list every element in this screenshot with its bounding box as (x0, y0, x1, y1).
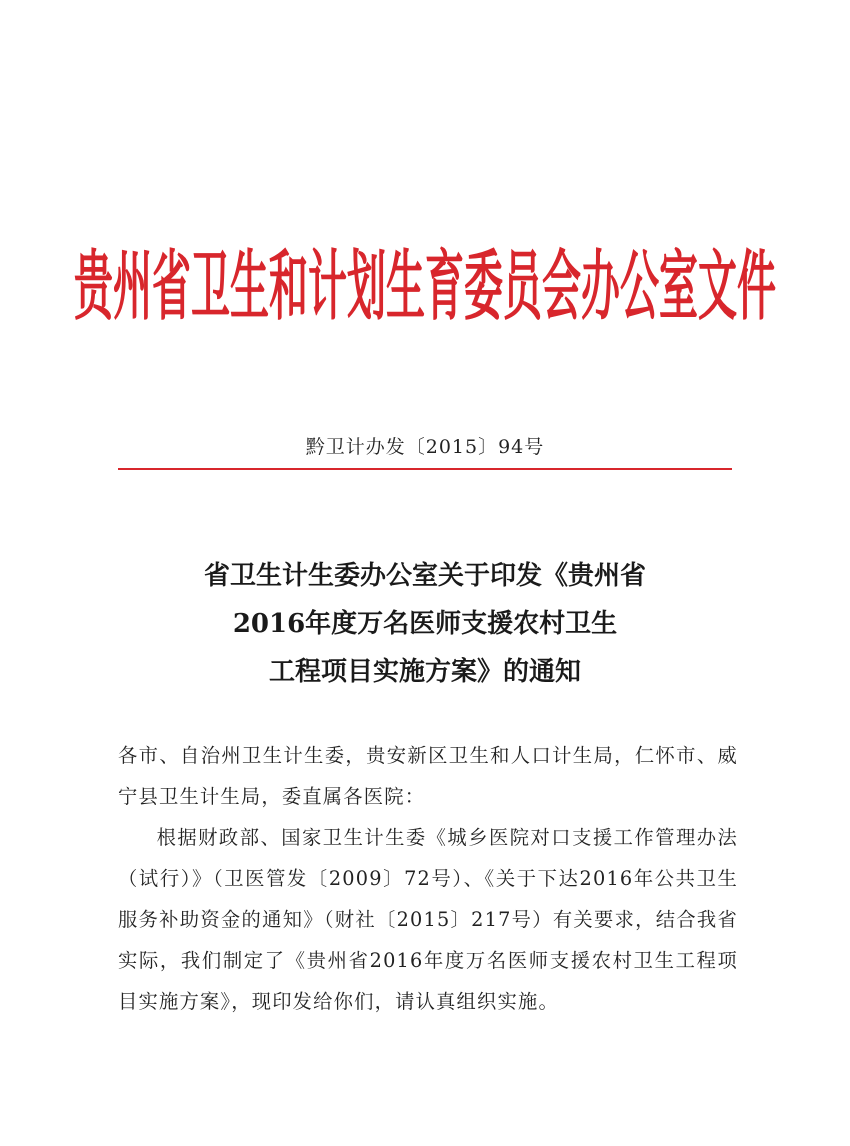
title-line-2: 2016年度万名医师支援农村卫生 (232, 609, 618, 639)
title-line-3: 工程项目实施方案》的通知 (268, 657, 581, 687)
document-number: 黔卫计办发〔2015〕94号 (305, 436, 545, 458)
body-paragraph: 根据财政部、国家卫生计生委《城乡医院对口支援工作管理办法（试行）》（卫医管发〔2009〕72号）、《关于下达2016年公共卫生服务补助资金的通知》（财社〔2015〕217号）有关要求，结合我省实际，我们制定了《贵州省2016年度万名医师支援农村卫生工程项目实施方案》，现印发给你们，请认真组织实施。 (118, 826, 738, 1013)
salutation: 各市、自治州卫生计生委，贵安新区卫生和人口计生局，仁怀市、威宁县卫生计生局，委直属各医院： (118, 744, 738, 808)
document-title (0, 552, 850, 696)
red-divider-line (118, 468, 732, 470)
document-body (118, 735, 738, 1022)
title-line-1: 省卫生计生委办公室关于印发《贵州省 (203, 561, 646, 591)
document-masthead: 贵州省卫生和计划生育委员会办公室文件 (73, 242, 776, 332)
